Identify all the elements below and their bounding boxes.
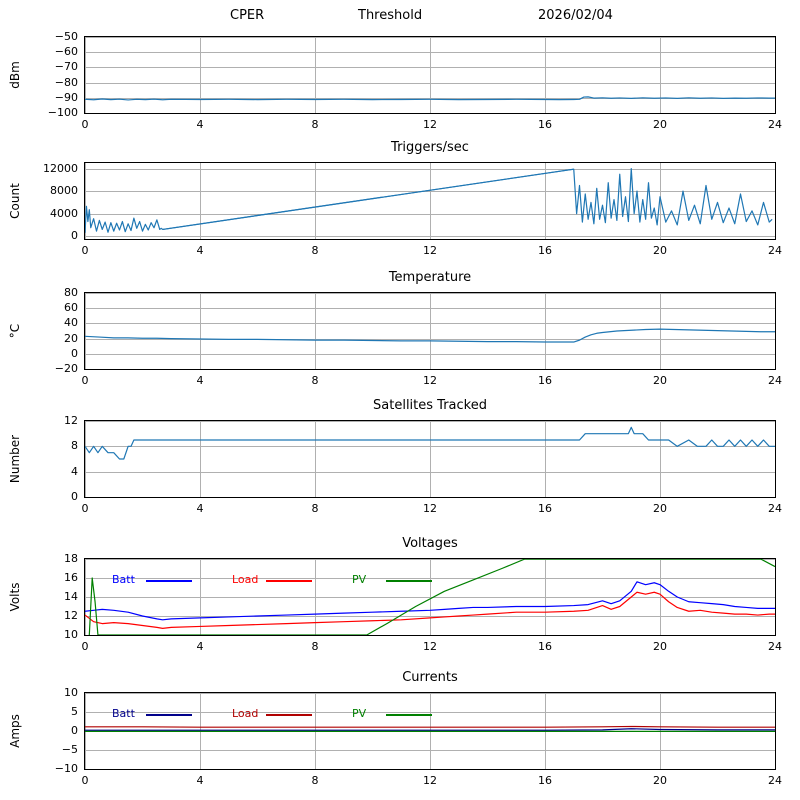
series-layer — [85, 37, 775, 113]
y-tick-label: 12 — [64, 414, 78, 427]
y-tick-label: 10 — [64, 686, 78, 699]
x-tick-label: 4 — [196, 640, 204, 653]
series-line-threshold — [85, 97, 775, 100]
x-tick-label: 0 — [81, 244, 89, 257]
x-tick-label: 20 — [653, 374, 667, 387]
y-tick-label: 0 — [71, 346, 78, 360]
y-tick-label: 4000 — [50, 206, 78, 220]
gridline-vertical — [775, 559, 776, 635]
x-tick-label: 0 — [81, 640, 89, 653]
panel-title-voltages: Voltages — [402, 536, 458, 551]
plot-area-temperature — [84, 292, 776, 370]
x-tick-label: 0 — [81, 502, 89, 515]
x-tick-label: 12 — [423, 374, 437, 387]
x-tick-label: 20 — [653, 118, 667, 131]
y-tick-label: 8 — [71, 439, 78, 453]
y-axis-label-temperature: °C — [8, 323, 22, 339]
x-tick-label: 0 — [81, 118, 89, 131]
y-tick-label: −90 — [54, 90, 78, 104]
legend-swatch-pv — [386, 714, 432, 716]
gridline-vertical — [775, 421, 776, 497]
x-tick-label: 0 — [81, 774, 89, 787]
y-axis-label-currents: Amps — [8, 714, 22, 748]
x-tick-label: 16 — [538, 774, 552, 787]
panel-title-satellites-tracked: Satellites Tracked — [373, 398, 487, 413]
x-tick-label: 8 — [311, 374, 319, 387]
legend-label-pv: PV — [352, 707, 367, 720]
legend-label-load: Load — [232, 573, 259, 586]
series-line-batt — [85, 729, 775, 731]
legend-label-batt: Batt — [112, 707, 135, 720]
series-layer — [85, 559, 775, 635]
x-tick-label: 12 — [423, 502, 437, 515]
panel-title-currents: Currents — [402, 670, 458, 685]
y-tick-label: 12 — [64, 609, 78, 622]
x-tick-label: 8 — [311, 502, 319, 515]
x-tick-label: 4 — [196, 502, 204, 515]
panel-title-temperature: Temperature — [388, 270, 472, 285]
x-tick-label: 20 — [653, 640, 667, 653]
y-axis-label-triggers-per-sec: Count — [8, 183, 22, 219]
y-axis-label-satellites-tracked: Number — [8, 434, 22, 484]
header-station: CPER — [230, 8, 265, 23]
x-tick-label: 24 — [768, 640, 782, 653]
x-tick-label: 0 — [81, 374, 89, 387]
gridline-horizontal — [85, 497, 775, 498]
y-tick-label: 0 — [71, 490, 78, 503]
x-tick-label: 12 — [423, 640, 437, 653]
series-line-load — [85, 726, 775, 727]
y-axis-label-threshold-signal: dBm — [8, 61, 22, 89]
gridline-vertical — [775, 693, 776, 769]
y-tick-label: 12000 — [43, 161, 78, 175]
y-tick-label: 16 — [64, 571, 78, 584]
y-tick-label: 8000 — [50, 184, 78, 198]
x-tick-label: 24 — [768, 374, 782, 387]
plot-area-currents — [84, 692, 776, 770]
x-tick-label: 12 — [423, 774, 437, 787]
x-tick-label: 20 — [653, 774, 667, 787]
x-tick-label: 20 — [653, 502, 667, 515]
series-line-temperature — [85, 329, 775, 342]
y-tick-label: −20 — [54, 362, 78, 375]
series-line-number — [85, 427, 775, 459]
plot-area-triggers-per-sec — [84, 162, 776, 240]
series-line-count — [85, 169, 772, 233]
y-tick-label: 40 — [64, 316, 78, 330]
x-tick-label: 16 — [538, 118, 552, 131]
legend-label-pv: PV — [352, 573, 367, 586]
y-tick-label: 18 — [64, 552, 78, 565]
x-tick-label: 4 — [196, 374, 204, 387]
plot-area-threshold-signal — [84, 36, 776, 114]
series-layer — [85, 293, 775, 369]
y-tick-label: 20 — [64, 331, 78, 345]
y-tick-label: 14 — [64, 590, 78, 603]
y-tick-label: −5 — [61, 743, 78, 756]
legend-swatch-batt — [146, 580, 192, 582]
x-tick-label: 24 — [768, 774, 782, 787]
x-tick-label: 4 — [196, 118, 204, 131]
y-tick-label: −70 — [54, 60, 78, 74]
series-line-interpolated-gap — [163, 169, 574, 229]
x-tick-label: 24 — [768, 244, 782, 257]
y-tick-label: −10 — [54, 762, 78, 775]
y-tick-label: −50 — [54, 30, 78, 43]
panel-title-triggers-per-sec: Triggers/sec — [391, 140, 469, 155]
series-layer — [85, 693, 775, 769]
header-threshold-label: Threshold — [358, 8, 423, 23]
series-line-pv — [89, 559, 775, 635]
y-tick-label: −100 — [47, 106, 78, 119]
header-date: 2026/02/04 — [538, 8, 613, 23]
gridline-horizontal — [85, 769, 775, 770]
legend-swatch-pv — [386, 580, 432, 582]
x-tick-label: 4 — [196, 774, 204, 787]
y-tick-label: 80 — [64, 286, 78, 299]
gridline-vertical — [775, 163, 776, 239]
x-tick-label: 8 — [311, 244, 319, 257]
x-tick-label: 16 — [538, 244, 552, 257]
plot-area-voltages — [84, 558, 776, 636]
y-tick-label: 0 — [71, 229, 78, 243]
plot-area-satellites-tracked — [84, 420, 776, 498]
gridline-horizontal — [85, 113, 775, 114]
y-tick-label: 60 — [64, 301, 78, 315]
x-tick-label: 12 — [423, 244, 437, 257]
y-tick-label: −80 — [54, 75, 78, 89]
x-tick-label: 20 — [653, 244, 667, 257]
x-tick-label: 16 — [538, 374, 552, 387]
gridline-vertical — [775, 293, 776, 369]
x-tick-label: 8 — [311, 774, 319, 787]
legend-swatch-batt — [146, 714, 192, 716]
x-tick-label: 24 — [768, 502, 782, 515]
series-layer — [85, 163, 775, 239]
gridline-horizontal — [85, 369, 775, 370]
gridline-vertical — [775, 37, 776, 113]
x-tick-label: 12 — [423, 118, 437, 131]
y-tick-label: −60 — [54, 45, 78, 59]
y-axis-label-voltages: Volts — [8, 582, 22, 612]
y-tick-label: 0 — [71, 724, 78, 737]
y-tick-label: 4 — [71, 464, 78, 478]
x-tick-label: 4 — [196, 244, 204, 257]
series-layer — [85, 421, 775, 497]
gridline-horizontal — [85, 635, 775, 636]
x-tick-label: 16 — [538, 502, 552, 515]
series-line-batt — [85, 582, 775, 620]
y-tick-label: 10 — [64, 628, 78, 641]
x-tick-label: 24 — [768, 118, 782, 131]
legend-label-batt: Batt — [112, 573, 135, 586]
x-tick-label: 16 — [538, 640, 552, 653]
legend-swatch-load — [266, 580, 312, 582]
x-tick-label: 8 — [311, 640, 319, 653]
x-tick-label: 8 — [311, 118, 319, 131]
legend-swatch-load — [266, 714, 312, 716]
legend-label-load: Load — [232, 707, 259, 720]
y-tick-label: 5 — [71, 705, 78, 718]
